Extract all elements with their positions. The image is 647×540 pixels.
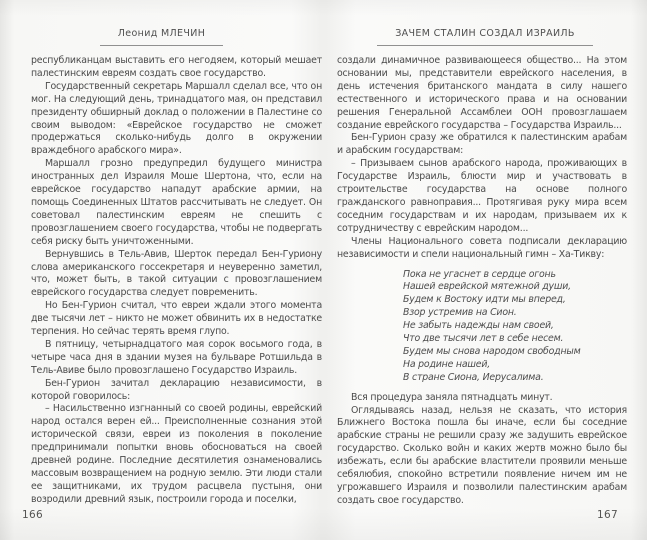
right-running-head (323, 28, 647, 46)
verse-line: Взор устремив на Сион. (403, 307, 517, 319)
book-title: ЗАЧЕМ СТАЛИН СОЗДАЛ ИЗРАИЛЬ (377, 28, 593, 46)
page-right (323, 0, 647, 540)
verse-line: Нашей еврейской мятежной души, (403, 281, 571, 293)
paragraph: Государственный секретарь Маршалл сделал все, что он мог. На следующий день, тринадцатого мая, он представил президенту обширный доклад о положении в Палестине со своим выводом: «Еврейское государство не сможет продержаться сколько-нибудь долго в окружении враждебного арабского мира». (31, 80, 322, 157)
paragraph: – Призываем сынов арабского народа, проживающих в Государстве Израиль, блюсти мир и участвовать в строительстве государства на основе полного гражданского равноправия... Протягивая руку мира всем соседним государствам и их народам, призываем их к сотрудничеству с еврейским народом... (337, 158, 627, 234)
verse-line: Не забыть надежды нам своей, (403, 320, 554, 332)
hymn-verse (403, 269, 627, 385)
verse-line: Пока не угаснет в сердце огонь (403, 268, 556, 280)
right-page-number: 167 (597, 509, 618, 521)
paragraph: Бен-Гурион сразу же обратился к палестинским арабам и арабским государствам: (337, 132, 627, 157)
paragraph: Маршалл грозно предупредил будущего министра иностранных дел Израиля Моше Шертона, что, если на еврейское государство нападут арабские армии, на помощь Соединенных Штатов рассчитывать не следует. Он советовал палестинским евреям не спешить с провозглашением своего государства, чтобы не подвергать себя риску быть уничтоженными. (31, 158, 322, 247)
left-running-head (0, 28, 323, 46)
verse-line: Что две тысячи лет в себе несем. (403, 333, 564, 345)
paragraph: создали динамичное развивающееся общество... На этом основании мы, представители еврейского населения, в день истечения британского мандата в силу нашего естественного и исторического права и на основании решения Генеральной Ассамблеи ООН провозглашаем создание еврейского государства – Государства Израиль... (337, 55, 627, 131)
author-name: Леонид МЛЕЧИН (100, 28, 223, 46)
paragraph: Бен-Гурион зачитал декларацию независимости, в которой говорилось: (31, 377, 322, 402)
verse-line: Будем мы снова народом свободным (403, 345, 581, 357)
paragraph: Но Бен-Гурион считал, что евреи ждали этого момента две тысячи лет – никто не может обвинить их в недостатке терпения. Но сейчас терять время глупо. (31, 300, 322, 338)
paragraph: Оглядываясь назад, нельзя не сказать, что история Ближнего Востока пошла бы иначе, если бы соседние арабские страны не решили сразу же задушить еврейское государство. Сколько войн и каких жертв можно было бы избежать, если бы арабские властители проявили меньше себялюбия, спокойно встретили появление ничем им не угрожавшего Израиля и позволили палестинским арабам создать свое государство. (337, 404, 627, 506)
paragraph: республиканцам выставить его негодяем, который мешает палестинским евреям создать свое государство. (31, 55, 322, 79)
verse-line: В стране Сиона, Иерусалима. (403, 371, 544, 383)
page-left (0, 0, 323, 540)
paragraph: В пятницу, четырнадцатого мая сорок восьмого года, в четыре часа дня в здании музея на бульваре Ротшильда в Тель-Авиве было провозглашено Государство Израиль. (31, 338, 322, 376)
paragraph: Члены Национального совета подписали декларацию независимости и спели национальный гимн – Ха-Тикву: (337, 235, 627, 260)
paragraph: – Насильственно изгнанный со своей родины, еврейский народ остался верен ей... Преисполненные сознания этой исторической связи, евреи из поколения в поколение предпринимали попытки вновь обосноваться на своей древней родине. Последние десятилетия ознаменовались массовым возвращением на родную землю. Эти люди стали ее защитниками, их трудом расцвела пустыня, они возродили древний язык, построили города и поселки, (31, 403, 322, 505)
right-page-body (337, 55, 627, 507)
paragraph: Вся процедура заняла пятнадцать минут. (351, 391, 553, 403)
left-page-number: 166 (22, 509, 43, 521)
left-page-body (31, 55, 322, 507)
verse-line: На родине нашей, (403, 358, 491, 370)
paragraph: Вернувшись в Тель-Авив, Шерток передал Бен-Гуриону слова американского госсекретаря и неуверенно заметил, что, может быть, в такой ситуации с провозглашением еврейского государства следует повременить. (31, 248, 322, 299)
verse-line: Будем к Востоку идти мы вперед, (403, 294, 566, 306)
